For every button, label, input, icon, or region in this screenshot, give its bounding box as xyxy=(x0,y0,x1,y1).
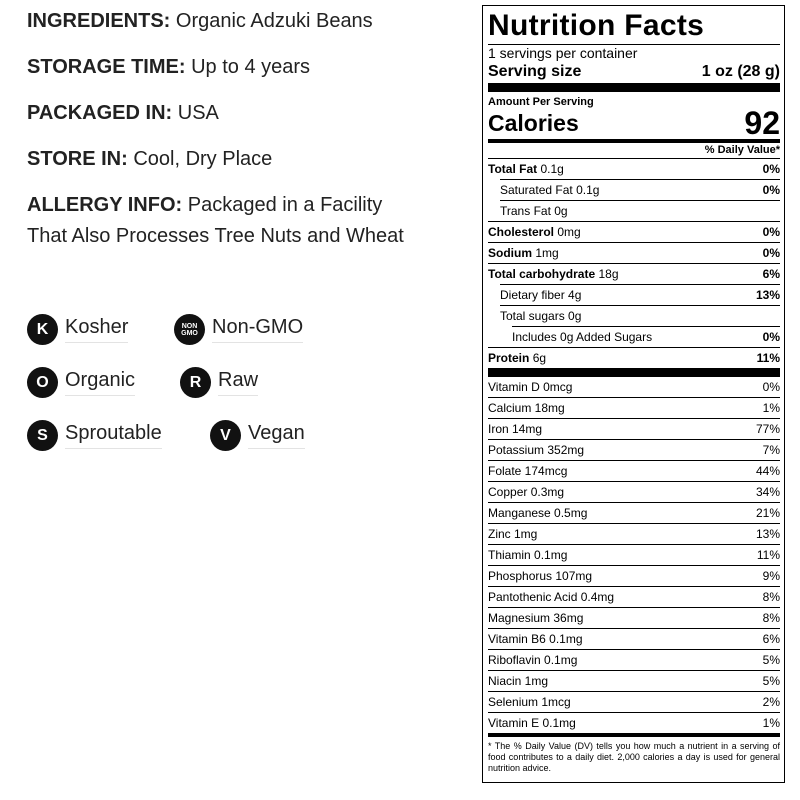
allergy-value: Packaged in a Facility That Also Processes Tree Nuts and Wheat xyxy=(27,194,404,247)
vitamin-row xyxy=(488,418,780,439)
product-badges xyxy=(27,314,447,473)
nutrient-row-cholesterol xyxy=(488,221,780,242)
badge-row xyxy=(27,314,447,367)
nutrient-dv: 0% xyxy=(762,225,780,239)
nutrient-amount: 0mg xyxy=(557,225,581,239)
nutrient-name: Total sugars xyxy=(500,309,565,323)
calories-row xyxy=(488,105,780,141)
nutrient-row-total-carbohydrate xyxy=(488,263,780,284)
vitamin-dv: 5% xyxy=(762,674,780,688)
vitamin-dv: 5% xyxy=(762,653,780,667)
nutrient-amount: 0g xyxy=(568,309,582,323)
vitamin-dv: 21% xyxy=(755,506,780,520)
vitamin-row xyxy=(488,397,780,418)
nutrition-title: Nutrition Facts xyxy=(488,9,705,42)
nutrient-name: Total Fat xyxy=(488,162,538,176)
vitamin-row xyxy=(488,565,780,586)
vitamin-row xyxy=(488,377,780,397)
storage-value: Up to 4 years xyxy=(191,56,311,78)
vitamin-dv: 11% xyxy=(756,548,780,562)
nutrient-name: Includes 0g Added Sugars xyxy=(512,330,653,344)
storage-line xyxy=(27,52,447,83)
badge-organic xyxy=(27,367,135,398)
vitamin-row xyxy=(488,607,780,628)
vitamin-row xyxy=(488,649,780,670)
nutrient-row-total-sugars xyxy=(500,305,780,326)
vitamin-dv: 34% xyxy=(755,485,780,499)
calories-label: Calories xyxy=(488,110,579,136)
ingredients-label: INGREDIENTS: xyxy=(27,10,171,32)
nutrient-row-saturated-fat xyxy=(500,179,780,200)
badge-vegan xyxy=(210,420,305,451)
serving-size-label: Serving size xyxy=(488,63,582,80)
nutrient-row-added-sugars xyxy=(512,326,780,347)
vitamin-row xyxy=(488,523,780,544)
divider xyxy=(488,368,780,377)
vitamin-name: Zinc 1mg xyxy=(488,527,538,541)
vitamin-name: Vitamin B6 0.1mg xyxy=(488,632,583,646)
vitamin-row xyxy=(488,502,780,523)
badge-row xyxy=(27,367,447,420)
allergy-label: ALLERGY INFO: xyxy=(27,194,183,216)
vitamin-mineral-list xyxy=(488,377,780,733)
vitamin-name: Thiamin 0.1mg xyxy=(488,548,568,562)
nutrient-amount: 1mg xyxy=(535,246,559,260)
badge-sproutable xyxy=(27,420,162,451)
store-value: Cool, Dry Place xyxy=(133,148,273,170)
vitamin-dv: 9% xyxy=(762,569,780,583)
nutrient-name: Protein xyxy=(488,351,530,365)
nutrient-row-trans-fat xyxy=(500,200,780,221)
badge-non-gmo xyxy=(174,314,303,345)
nutrient-dv: 11% xyxy=(756,351,780,365)
nutrient-amount: 0.1g xyxy=(540,162,564,176)
vitamin-dv: 2% xyxy=(762,695,780,709)
nutrition-facts-panel xyxy=(482,5,785,783)
nutrient-row-protein xyxy=(488,347,780,368)
badge-label: Kosher xyxy=(65,316,128,343)
nutrient-amount: 4g xyxy=(568,288,582,302)
badge-kosher xyxy=(27,314,128,345)
ingredients-value: Organic Adzuki Beans xyxy=(175,10,373,32)
vitamin-name: Copper 0.3mg xyxy=(488,485,565,499)
store-label: STORE IN: xyxy=(27,148,128,170)
vitamin-name: Potassium 352mg xyxy=(488,443,585,457)
badge-label: Vegan xyxy=(248,422,305,449)
badge-row xyxy=(27,420,447,473)
ingredients-line xyxy=(27,6,447,37)
nutrient-dv: 0% xyxy=(762,330,780,344)
badge-raw xyxy=(180,367,258,398)
vitamin-row xyxy=(488,670,780,691)
vitamin-name: Iron 14mg xyxy=(488,422,543,436)
nutrient-name: Cholesterol xyxy=(488,225,555,239)
nutrient-amount: 0.1g xyxy=(576,183,600,197)
vitamin-row xyxy=(488,628,780,649)
nutrient-dv: 0% xyxy=(762,183,780,197)
serving-size-value: 1 oz (28 g) xyxy=(701,63,780,80)
kosher-icon: K xyxy=(27,314,58,345)
packaged-value: USA xyxy=(177,102,219,124)
vitamin-name: Riboflavin 0.1mg xyxy=(488,653,578,667)
vitamin-dv: 7% xyxy=(762,443,780,457)
vitamin-dv: 1% xyxy=(762,401,780,415)
store-line xyxy=(27,144,447,175)
daily-value-header: % Daily Value* xyxy=(704,144,780,156)
vitamin-row xyxy=(488,691,780,712)
vitamin-name: Vitamin E 0.1mg xyxy=(488,716,576,730)
nutrient-amount: 6g xyxy=(532,351,547,365)
amount-per-serving: Amount Per Serving xyxy=(488,96,594,108)
vitamin-dv: 77% xyxy=(755,422,780,436)
sproutable-icon: S xyxy=(27,420,58,451)
allergy-line xyxy=(27,190,422,252)
nutrient-row-total-fat xyxy=(488,158,780,179)
vitamin-name: Manganese 0.5mg xyxy=(488,506,588,520)
calories-value: 92 xyxy=(744,105,780,141)
vitamin-dv: 8% xyxy=(762,590,780,604)
nutrient-dv: 13% xyxy=(755,288,780,302)
nutrient-name: Saturated Fat xyxy=(500,183,573,197)
organic-icon: O xyxy=(27,367,58,398)
vitamin-dv: 0% xyxy=(762,380,780,394)
vitamin-name: Pantothenic Acid 0.4mg xyxy=(488,590,615,604)
vitamin-dv: 44% xyxy=(755,464,780,478)
badge-label: Non-GMO xyxy=(212,316,303,343)
vitamin-dv: 13% xyxy=(755,527,780,541)
vitamin-name: Calcium 18mg xyxy=(488,401,565,415)
vitamin-dv: 8% xyxy=(762,611,780,625)
raw-icon: R xyxy=(180,367,211,398)
divider xyxy=(488,83,780,92)
vitamin-row xyxy=(488,460,780,481)
nutrient-amount: 0g xyxy=(554,204,568,218)
nutrient-dv: 6% xyxy=(762,267,780,281)
vitamin-dv: 1% xyxy=(762,716,780,730)
non-gmo-icon: NON GMO xyxy=(174,314,205,345)
storage-label: STORAGE TIME: xyxy=(27,56,186,78)
vitamin-name: Niacin 1mg xyxy=(488,674,549,688)
nutrient-dv: 0% xyxy=(762,162,780,176)
nutrient-name: Trans Fat xyxy=(500,204,551,218)
product-info xyxy=(27,6,447,267)
nutrient-name: Total carbohydrate xyxy=(488,267,596,281)
badge-label: Sproutable xyxy=(65,422,162,449)
vitamin-row xyxy=(488,544,780,565)
nutrient-row-dietary-fiber xyxy=(500,284,780,305)
vitamin-name: Vitamin D 0mcg xyxy=(488,380,573,394)
vitamin-name: Folate 174mcg xyxy=(488,464,568,478)
packaged-line xyxy=(27,98,447,129)
vitamin-row xyxy=(488,586,780,607)
daily-value-footnote: * The % Daily Value (DV) tells you how much a nutrient in a serving of food contributes to a daily diet. 2,000 calories a day is used for general nutrition advice. xyxy=(488,741,780,773)
vitamin-name: Selenium 1mcg xyxy=(488,695,571,709)
nutrient-amount: 18g xyxy=(598,267,619,281)
vitamin-row xyxy=(488,712,780,733)
badge-label: Raw xyxy=(218,369,258,396)
packaged-label: PACKAGED IN: xyxy=(27,102,173,124)
vitamin-name: Magnesium 36mg xyxy=(488,611,584,625)
vitamin-row xyxy=(488,481,780,502)
nutrient-name: Dietary fiber xyxy=(500,288,565,302)
serving-size xyxy=(488,62,780,83)
nutrient-name: Sodium xyxy=(488,246,532,260)
vitamin-row xyxy=(488,439,780,460)
nutrient-dv: 0% xyxy=(762,246,780,260)
nutrient-row-sodium xyxy=(488,242,780,263)
servings-per-container: 1 servings per container xyxy=(488,45,638,61)
vitamin-dv: 6% xyxy=(762,632,780,646)
vitamin-name: Phosphorus 107mg xyxy=(488,569,593,583)
vegan-icon: V xyxy=(210,420,241,451)
badge-label: Organic xyxy=(65,369,135,396)
